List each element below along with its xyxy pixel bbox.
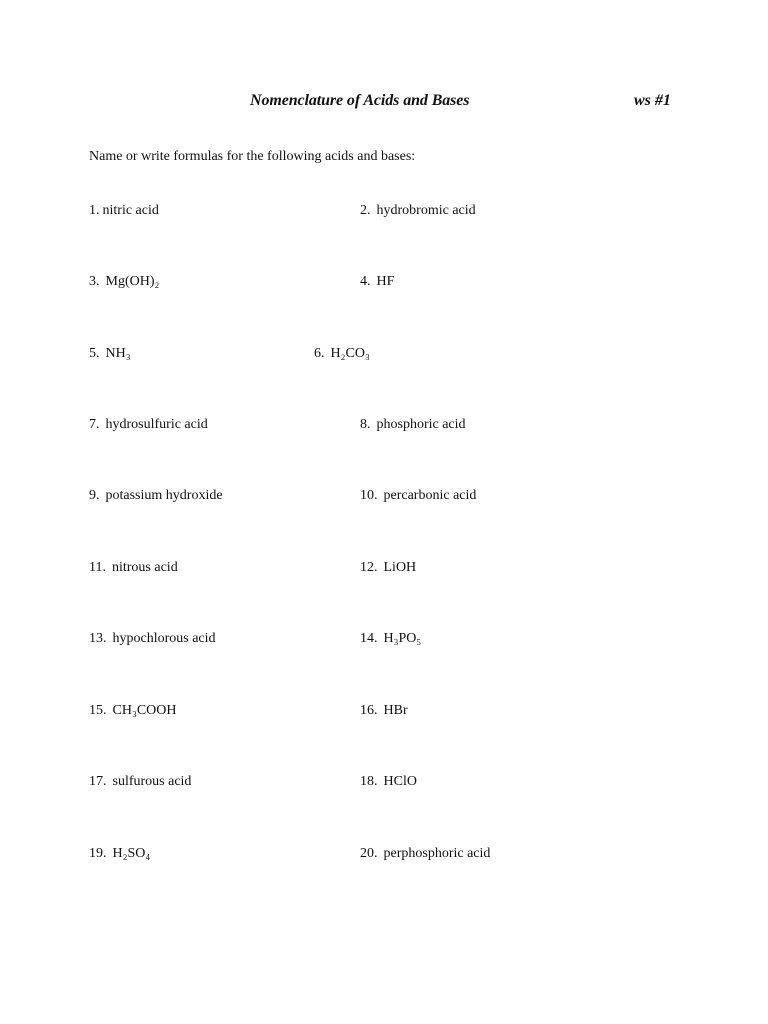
question-20	[360, 845, 490, 863]
question-15	[89, 702, 177, 720]
question-number: 3.	[89, 274, 100, 289]
question-13	[89, 630, 216, 648]
question-number: 14.	[360, 631, 378, 646]
question-number: 2.	[360, 203, 371, 218]
question-text: Mg(OH)₂	[105, 274, 160, 289]
question-10	[360, 487, 476, 505]
question-7	[89, 416, 208, 434]
question-19	[89, 845, 150, 863]
question-14	[360, 630, 421, 648]
question-text: H₃PO₅	[383, 631, 422, 646]
question-number: 13.	[89, 631, 107, 646]
question-6	[314, 345, 370, 363]
question-text: nitric acid	[102, 203, 159, 218]
question-number: 11.	[89, 560, 106, 575]
question-number: 4.	[360, 274, 371, 289]
question-number: 10.	[360, 488, 378, 503]
question-16	[360, 702, 408, 720]
question-number: 6.	[314, 346, 325, 361]
question-number: 7.	[89, 417, 100, 432]
question-text: percarbonic acid	[383, 488, 477, 503]
question-text: H₂SO₄	[112, 846, 151, 861]
instructions: Name or write formulas for the following acids and bases:	[89, 149, 416, 164]
question-8	[360, 416, 466, 434]
question-text: HBr	[383, 703, 408, 718]
question-4	[360, 273, 394, 291]
question-number: 20.	[360, 846, 378, 861]
question-text: LiOH	[383, 560, 417, 575]
question-text: HClO	[383, 774, 417, 789]
question-number: 8.	[360, 417, 371, 432]
question-number: 9.	[89, 488, 100, 503]
question-2	[360, 202, 476, 220]
question-number: 15.	[89, 703, 107, 718]
question-number: 12.	[360, 560, 378, 575]
question-text: nitrous acid	[111, 560, 178, 575]
question-text: CH₃COOH	[112, 703, 177, 718]
question-text: perphosphoric acid	[383, 846, 491, 861]
question-text: H₂CO₃	[330, 346, 370, 361]
question-text: hydrobromic acid	[376, 203, 476, 218]
question-text: NH₃	[105, 346, 131, 361]
question-12	[360, 559, 416, 577]
question-number: 5.	[89, 346, 100, 361]
question-number: 16.	[360, 703, 378, 718]
page-title: Nomenclature of Acids and Bases	[250, 92, 470, 109]
question-text: HF	[376, 274, 395, 289]
question-5	[89, 345, 131, 363]
question-number: 18.	[360, 774, 378, 789]
question-number: 1.	[89, 203, 100, 218]
question-3	[89, 273, 159, 291]
question-17	[89, 773, 191, 791]
question-number: 19.	[89, 846, 107, 861]
question-18	[360, 773, 417, 791]
question-9	[89, 487, 223, 505]
worksheet-number: ws #1	[634, 92, 671, 109]
question-1	[89, 202, 159, 220]
question-11	[89, 559, 178, 577]
question-text: potassium hydroxide	[105, 488, 223, 503]
question-number: 17.	[89, 774, 107, 789]
question-text: sulfurous acid	[112, 774, 192, 789]
question-text: hypochlorous acid	[112, 631, 216, 646]
question-text: hydrosulfuric acid	[105, 417, 208, 432]
question-text: phosphoric acid	[376, 417, 466, 432]
